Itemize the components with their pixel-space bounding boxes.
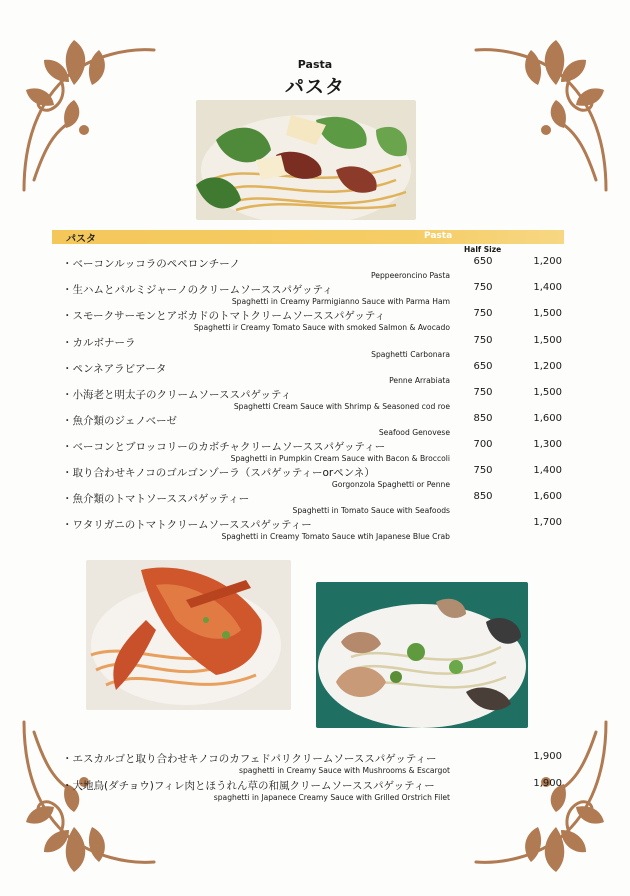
item-name-jp: ・エスカルゴと取り合わせキノコのカフェドパリクリームソーススパゲッティー (62, 753, 437, 765)
item-name-en: spaghetti in Creamy Sauce with Mushrooms & Escargot (238, 766, 450, 775)
item-full-price: 1,400 (533, 282, 562, 293)
item-name-en: Penne Arrabiata (389, 376, 450, 385)
item-full-price: 1,200 (533, 361, 562, 372)
item-full-price: 1,900 (533, 751, 562, 762)
corner-ornament-top-left (14, 30, 164, 200)
item-full-price: 1,400 (533, 465, 562, 476)
item-full-price: 1,600 (533, 491, 562, 502)
item-name-jp: ・カルボナーラ (62, 337, 136, 349)
item-name-en: Peppeeroncino Pasta (370, 271, 450, 280)
item-full-price: 1,700 (533, 517, 562, 528)
special-menu-item (62, 778, 562, 804)
item-full-price: 1,500 (533, 308, 562, 319)
page-title-en: Pasta (297, 58, 333, 71)
menu-item (62, 335, 562, 361)
item-half-price: 650 (473, 361, 493, 372)
item-name-jp: ・ベーコンルッコラのペペロンチーノ (62, 258, 241, 270)
item-half-price: 750 (473, 335, 493, 346)
page-title-jp: パスタ (284, 76, 345, 98)
menu-item (62, 308, 562, 334)
crab-pasta-photo (86, 560, 291, 710)
corner-ornament-top-right (466, 30, 616, 200)
pasta-photo-top (196, 100, 416, 220)
item-half-price: 750 (473, 282, 493, 293)
item-full-price: 1,300 (533, 439, 562, 450)
item-name-en: Spaghetti in Pumpkin Cream Sauce with Bacon & Broccoli (230, 454, 450, 463)
section-label-jp: パスタ (66, 234, 96, 245)
half-size-column-header: Half Size (464, 245, 502, 254)
item-half-price: 750 (473, 387, 493, 398)
item-name-jp: ・生ハムとパルミジャーノのクリームソーススパゲッティ (62, 284, 333, 296)
item-name-jp: ・小海老と明太子のクリームソーススパゲッティ (62, 389, 292, 401)
escargot-pasta-photo (316, 582, 528, 728)
menu-item (62, 387, 562, 413)
item-half-price: 750 (473, 308, 493, 319)
item-name-en: Gorgonzola Spaghetti or Penne (331, 480, 450, 489)
menu-item (62, 282, 562, 308)
item-half-price: 700 (473, 439, 493, 450)
item-name-jp: ・取り合わせキノコのゴルゴンゾーラ（スパゲッティーorペンネ） (62, 467, 375, 479)
menu-item (62, 413, 562, 439)
section-label-en: Pasta (424, 231, 453, 241)
item-full-price: 1,900 (533, 778, 562, 789)
item-name-jp: ・ワタリガニのトマトクリームソーススパゲッティー (62, 519, 312, 531)
item-name-jp: ・大地鳥(ダチョウ)フィレ肉とほうれん草の和風クリームソーススパゲッティー (62, 780, 435, 792)
item-name-jp: ・ペンネアラビアータ (62, 363, 167, 375)
item-name-jp: ・ベーコンとブロッコリーのカボチャクリームソーススパゲッティー (62, 441, 386, 453)
menu-item (62, 256, 562, 282)
item-name-jp: ・スモークサーモンとアボカドのトマトクリームソーススパゲッティ (62, 310, 386, 322)
section-header-bar (52, 230, 564, 244)
menu-item (62, 465, 562, 491)
item-full-price: 1,200 (533, 256, 562, 267)
item-name-en: Spaghetti in Creamy Parmigianno Sauce with Parma Ham (231, 297, 450, 306)
item-name-en: spaghetti in Japanece Creamy Sauce with Grilled Orstrich Filet (213, 793, 450, 802)
item-name-en: Seafood Genovese (378, 428, 450, 437)
item-half-price: 850 (473, 413, 493, 424)
item-name-en: Spaghetti in Tomato Sauce with Seafoods (292, 506, 450, 515)
menu-item (62, 491, 562, 517)
menu-item (62, 439, 562, 465)
special-menu-item (62, 751, 562, 777)
item-name-en: Spaghetti in Creamy Tomato Sauce wtih Japanese Blue Crab (221, 532, 450, 541)
item-full-price: 1,600 (533, 413, 562, 424)
item-name-en: Spaghetti Carbonara (371, 350, 450, 359)
item-name-en: Spaghetti Cream Sauce with Shrimp & Seasoned cod roe (233, 402, 450, 411)
item-name-jp: ・魚介類のジェノベーゼ (62, 415, 177, 427)
item-name-en: Spaghetti ir Creamy Tomato Sauce with smoked Salmon & Avocado (193, 323, 450, 332)
menu-item (62, 517, 562, 543)
item-name-jp: ・魚介類のトマトソーススパゲッティー (62, 493, 250, 505)
item-half-price: 750 (473, 465, 493, 476)
item-half-price: 650 (473, 256, 493, 267)
item-full-price: 1,500 (533, 335, 562, 346)
item-half-price: 850 (473, 491, 493, 502)
item-full-price: 1,500 (533, 387, 562, 398)
menu-item (62, 361, 562, 387)
